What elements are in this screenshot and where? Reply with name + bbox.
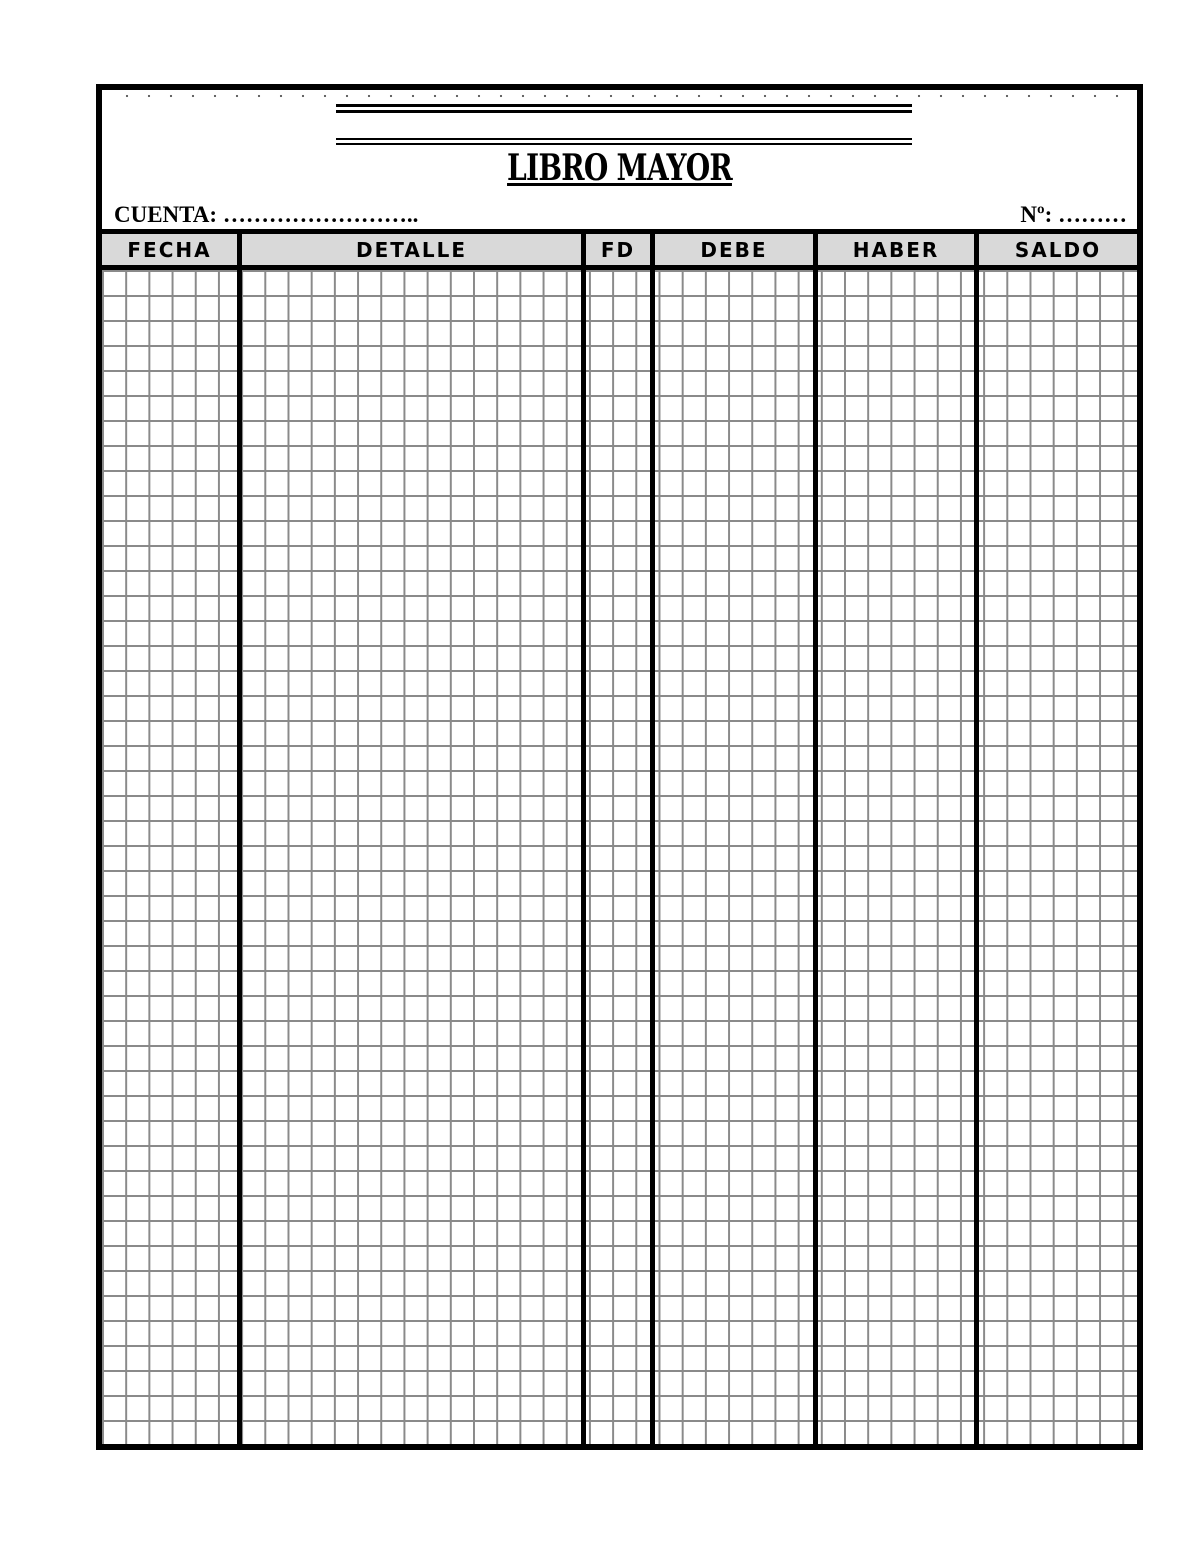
account-value: …………………….. <box>222 202 419 227</box>
number-label: Nº: <box>1020 202 1053 227</box>
column-header-fd <box>586 234 650 265</box>
ledger-grid[interactable] <box>102 270 1137 1444</box>
column-header-fecha <box>102 234 237 265</box>
column-header-label: SALDO <box>1014 237 1102 262</box>
title-rule-4 <box>336 143 912 145</box>
column-header-detalle <box>242 234 581 265</box>
title-rule-3 <box>336 138 912 140</box>
title-rule-2 <box>336 110 912 113</box>
column-divider <box>650 229 655 1444</box>
number-value: ……… <box>1058 202 1127 227</box>
account-label: CUENTA: <box>114 202 218 227</box>
perforation-dots <box>116 94 1123 98</box>
ledger-sheet <box>96 84 1143 1450</box>
column-header-row <box>102 229 1137 270</box>
title-rule-1 <box>336 104 912 107</box>
column-header-label: FECHA <box>127 237 212 262</box>
column-divider <box>581 229 586 1444</box>
column-header-label: DETALLE <box>356 237 467 262</box>
page-title <box>216 147 1023 189</box>
column-header-haber <box>818 234 974 265</box>
column-divider <box>237 229 242 1444</box>
column-header-debe <box>655 234 813 265</box>
number-field[interactable] <box>1020 203 1127 226</box>
account-field[interactable] <box>114 203 418 226</box>
column-divider <box>974 229 979 1444</box>
column-header-label: FD <box>600 237 636 262</box>
column-divider <box>813 229 818 1444</box>
column-header-label: HABER <box>852 237 940 262</box>
column-header-saldo <box>979 234 1137 265</box>
page-title-text: LIBRO MAYOR <box>507 147 732 189</box>
column-header-label: DEBE <box>700 237 768 262</box>
